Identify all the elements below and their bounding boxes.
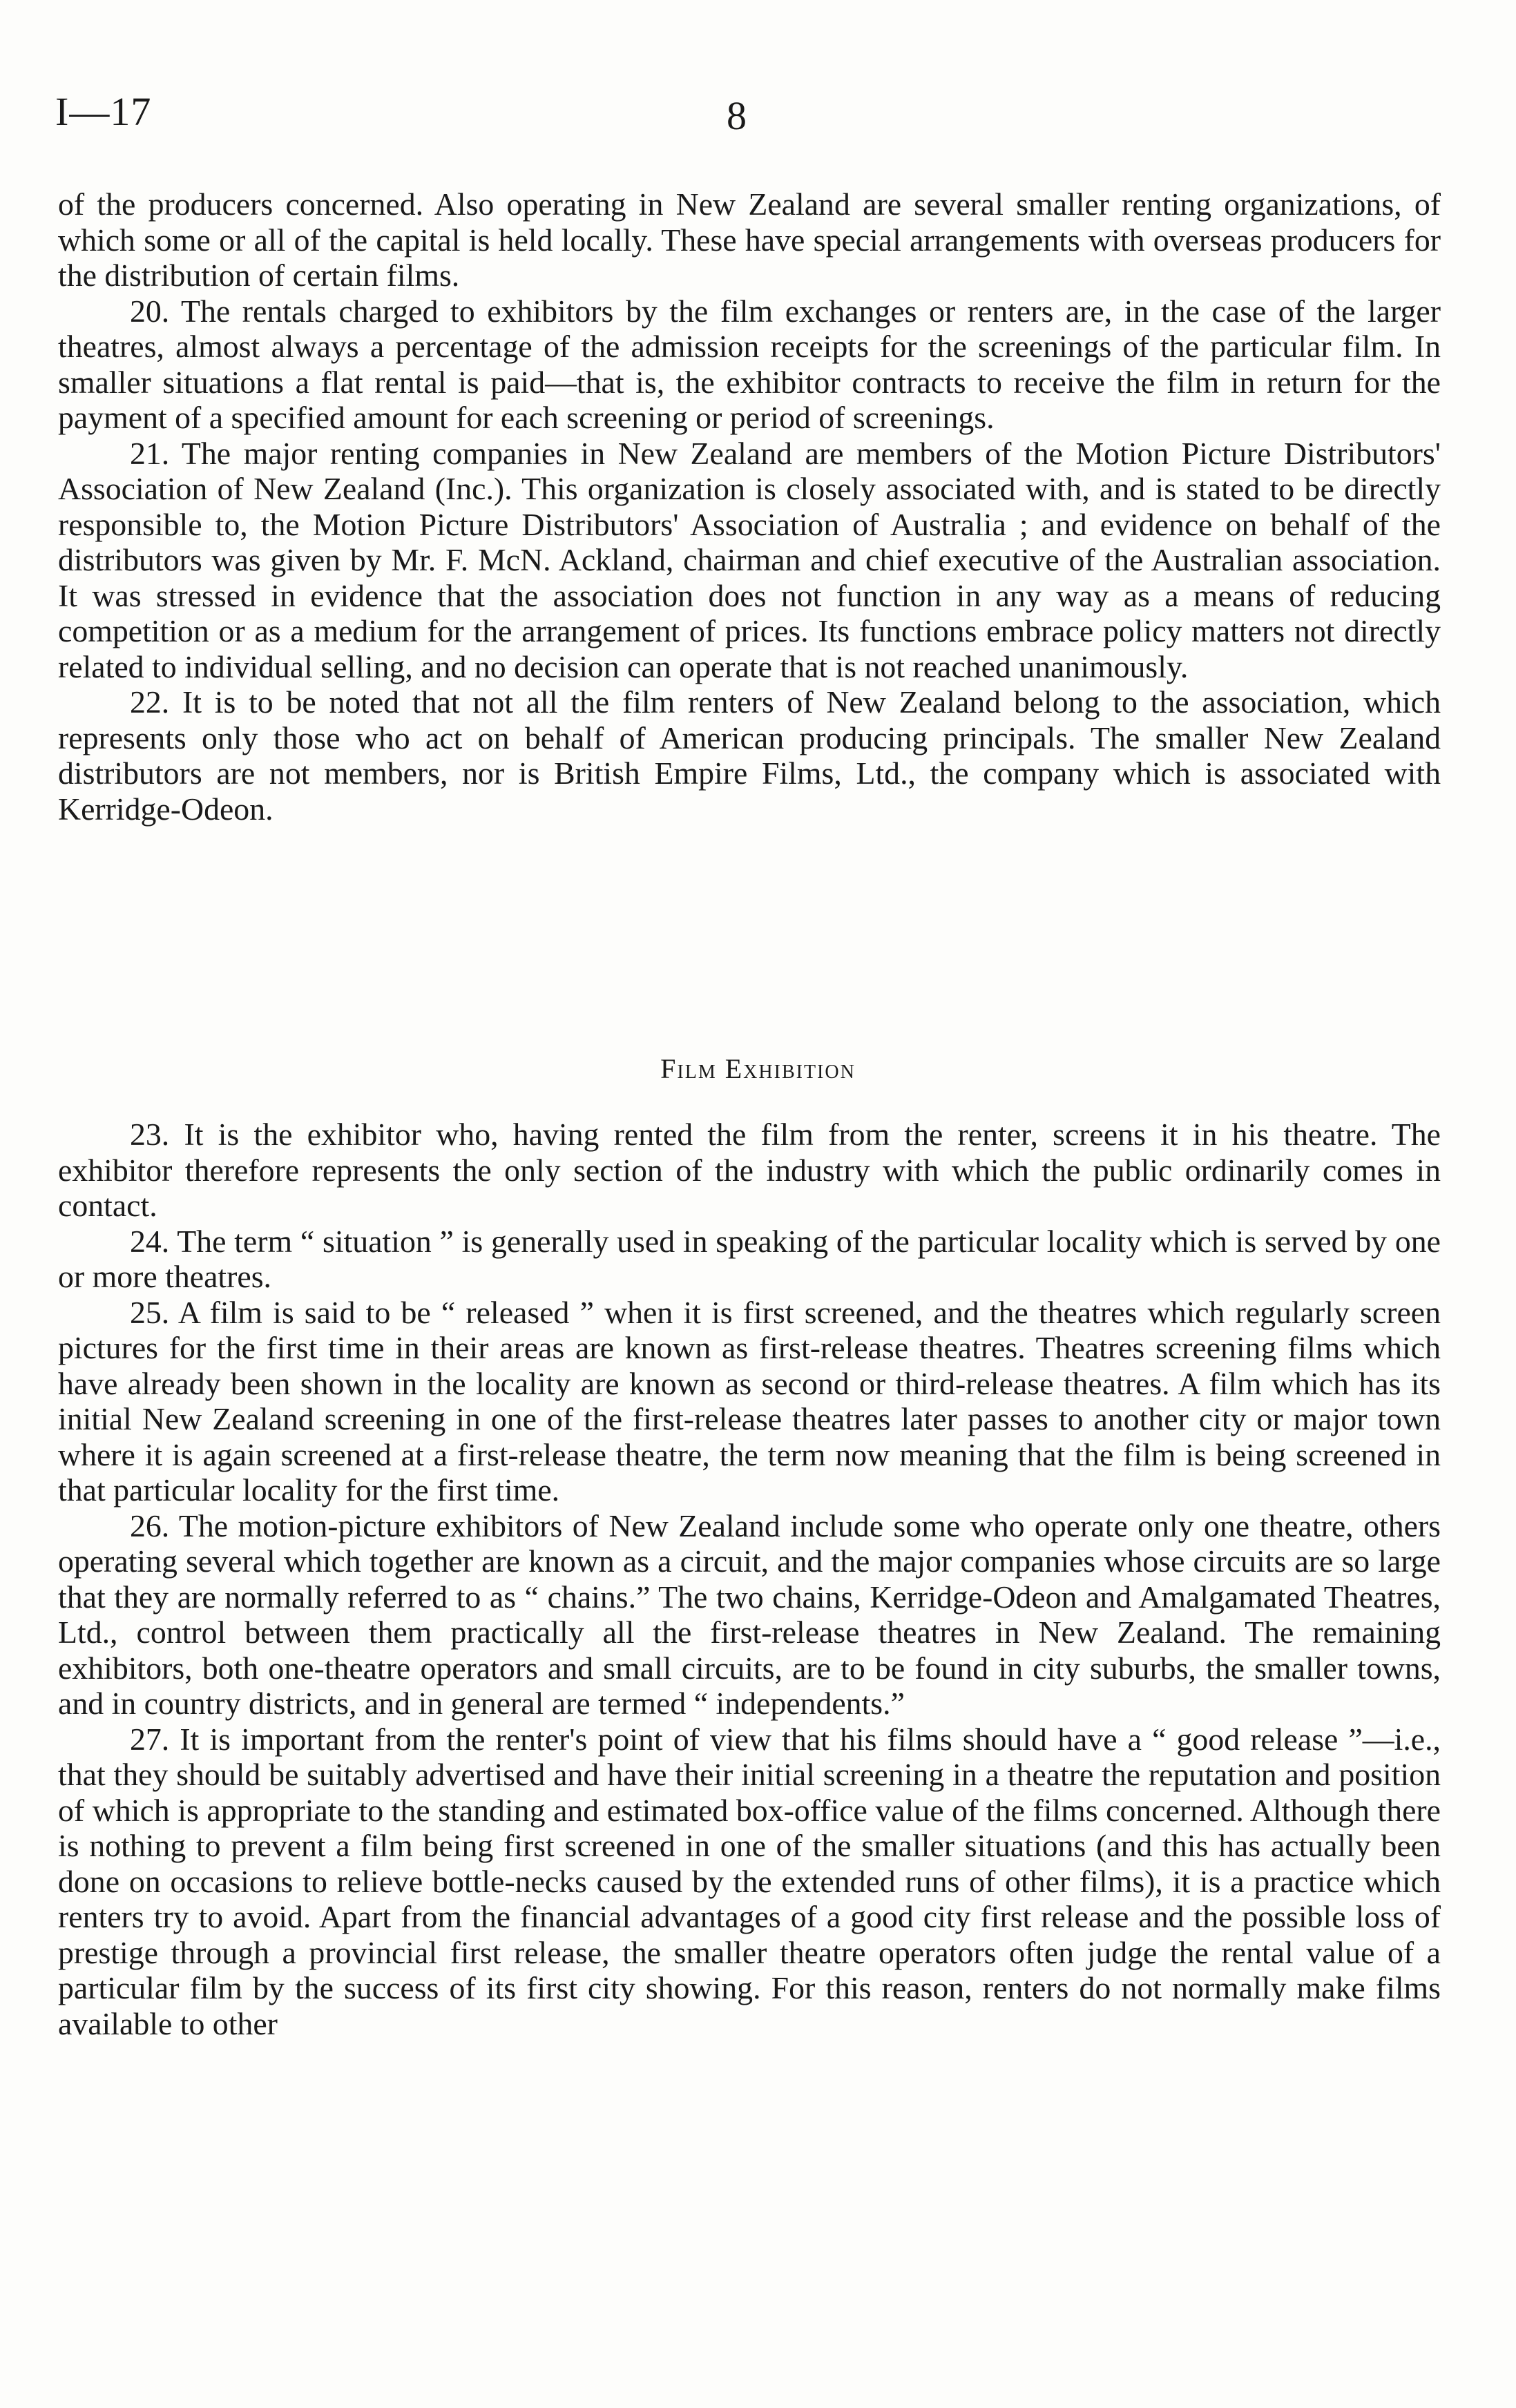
page-number: 8 — [727, 93, 747, 138]
paragraph-23: 23. It is the exhibitor who, having rented the film from the renter, screens it in his theatre. The exhibitor therefore represents the only section of the industry with which the public ordinarily comes in contact. — [58, 1117, 1441, 1223]
section-heading: Film Exhibition — [660, 1053, 856, 1084]
paragraph-21: 21. The major renting companies in New Zealand are members of the Motion Picture Distributors' Association of New Zealand (Inc.). This organization is closely associated with, and is stated to be directly responsible to, the Motion Picture Distributors' Association of Australia ; and evidence on behalf of the distributors was given by Mr. F. McN. Ackland, chairman and chief executive of the Australian association. It was stressed in evidence that the association does not function in any way as a means of reducing competition or as a medium for the arrangement of prices. Its functions embrace policy matters not directly related to individual selling, and no decision can operate that is not reached unanimously. — [58, 435, 1441, 684]
paragraph-24: 24. The term “ situation ” is generally used in speaking of the particular locality which is served by one or more theatres. — [58, 1223, 1441, 1294]
body-text-bottom — [58, 1117, 1441, 2041]
paragraph-25: 25. A film is said to be “ released ” when it is first screened, and the theatres which regularly screen pictures for the first time in their areas are known as first-release theatres. Theatres screening films which have already been shown in the locality are known as second or third-release theatres. A film which has its initial New Zealand screening in one of the first-release theatres later passes to another city or major town where it is again screened at a first-release theatre, the term now meaning that the film is being screened in that particular locality for the first time. — [58, 1294, 1441, 1508]
paragraph-26: 26. The motion-picture exhibitors of New Zealand include some who operate only one theatre, others operating several which together are known as a circuit, and the major companies whose circuits are so large that they are normally referred to as “ chains.” The two chains, Kerridge-Odeon and Amalgamated Theatres, Ltd., control between them practically all the first-release theatres in New Zealand. The remaining exhibitors, both one-theatre operators and small circuits, are to be found in city suburbs, the smaller towns, and in country districts, and in general are termed “ independents.” — [58, 1508, 1441, 1721]
paragraph-27: 27. It is important from the renter's point of view that his films should have a “ good release ”—i.e., that they should be suitably advertised and have their initial screening in a theatre the reputation and position of which is appropriate to the standing and estimated box-office value of the films concerned. Although there is nothing to prevent a film being first screened in one of the smaller situations (and this has actually been done on occasions to relieve bottle-necks caused by the extended runs of other films), it is a practice which renters try to avoid. Apart from the financial advantages of a good city first release and the possible loss of prestige through a provincial first release, the smaller theatre operators often judge the rental value of a particular film by the success of its first city showing. For this reason, renters do not normally make films available to other — [58, 1721, 1441, 2041]
paragraph-20: 20. The rentals charged to exhibitors by the film exchanges or renters are, in the case of the larger theatres, almost always a percentage of the admission receipts for the screenings of the particular film. In smaller situations a flat rental is paid—that is, the exhibitor contracts to receive the film in return for the payment of a specified amount for each screening or period of screenings. — [58, 293, 1441, 435]
document-reference: I—17 — [55, 89, 152, 134]
body-text-top — [58, 186, 1441, 827]
paragraph-22: 22. It is to be noted that not all the film renters of New Zealand belong to the association, which represents only those who act on behalf of American producing principals. The smaller New Zealand distributors are not members, nor is British Empire Films, Ltd., the company which is associated with Kerridge-Odeon. — [58, 684, 1441, 827]
paragraph-continuation: of the producers concerned. Also operating in New Zealand are several smaller renting organizations, of which some or all of the capital is held locally. These have special arrangements with overseas producers for the distribution of certain films. — [58, 186, 1441, 293]
